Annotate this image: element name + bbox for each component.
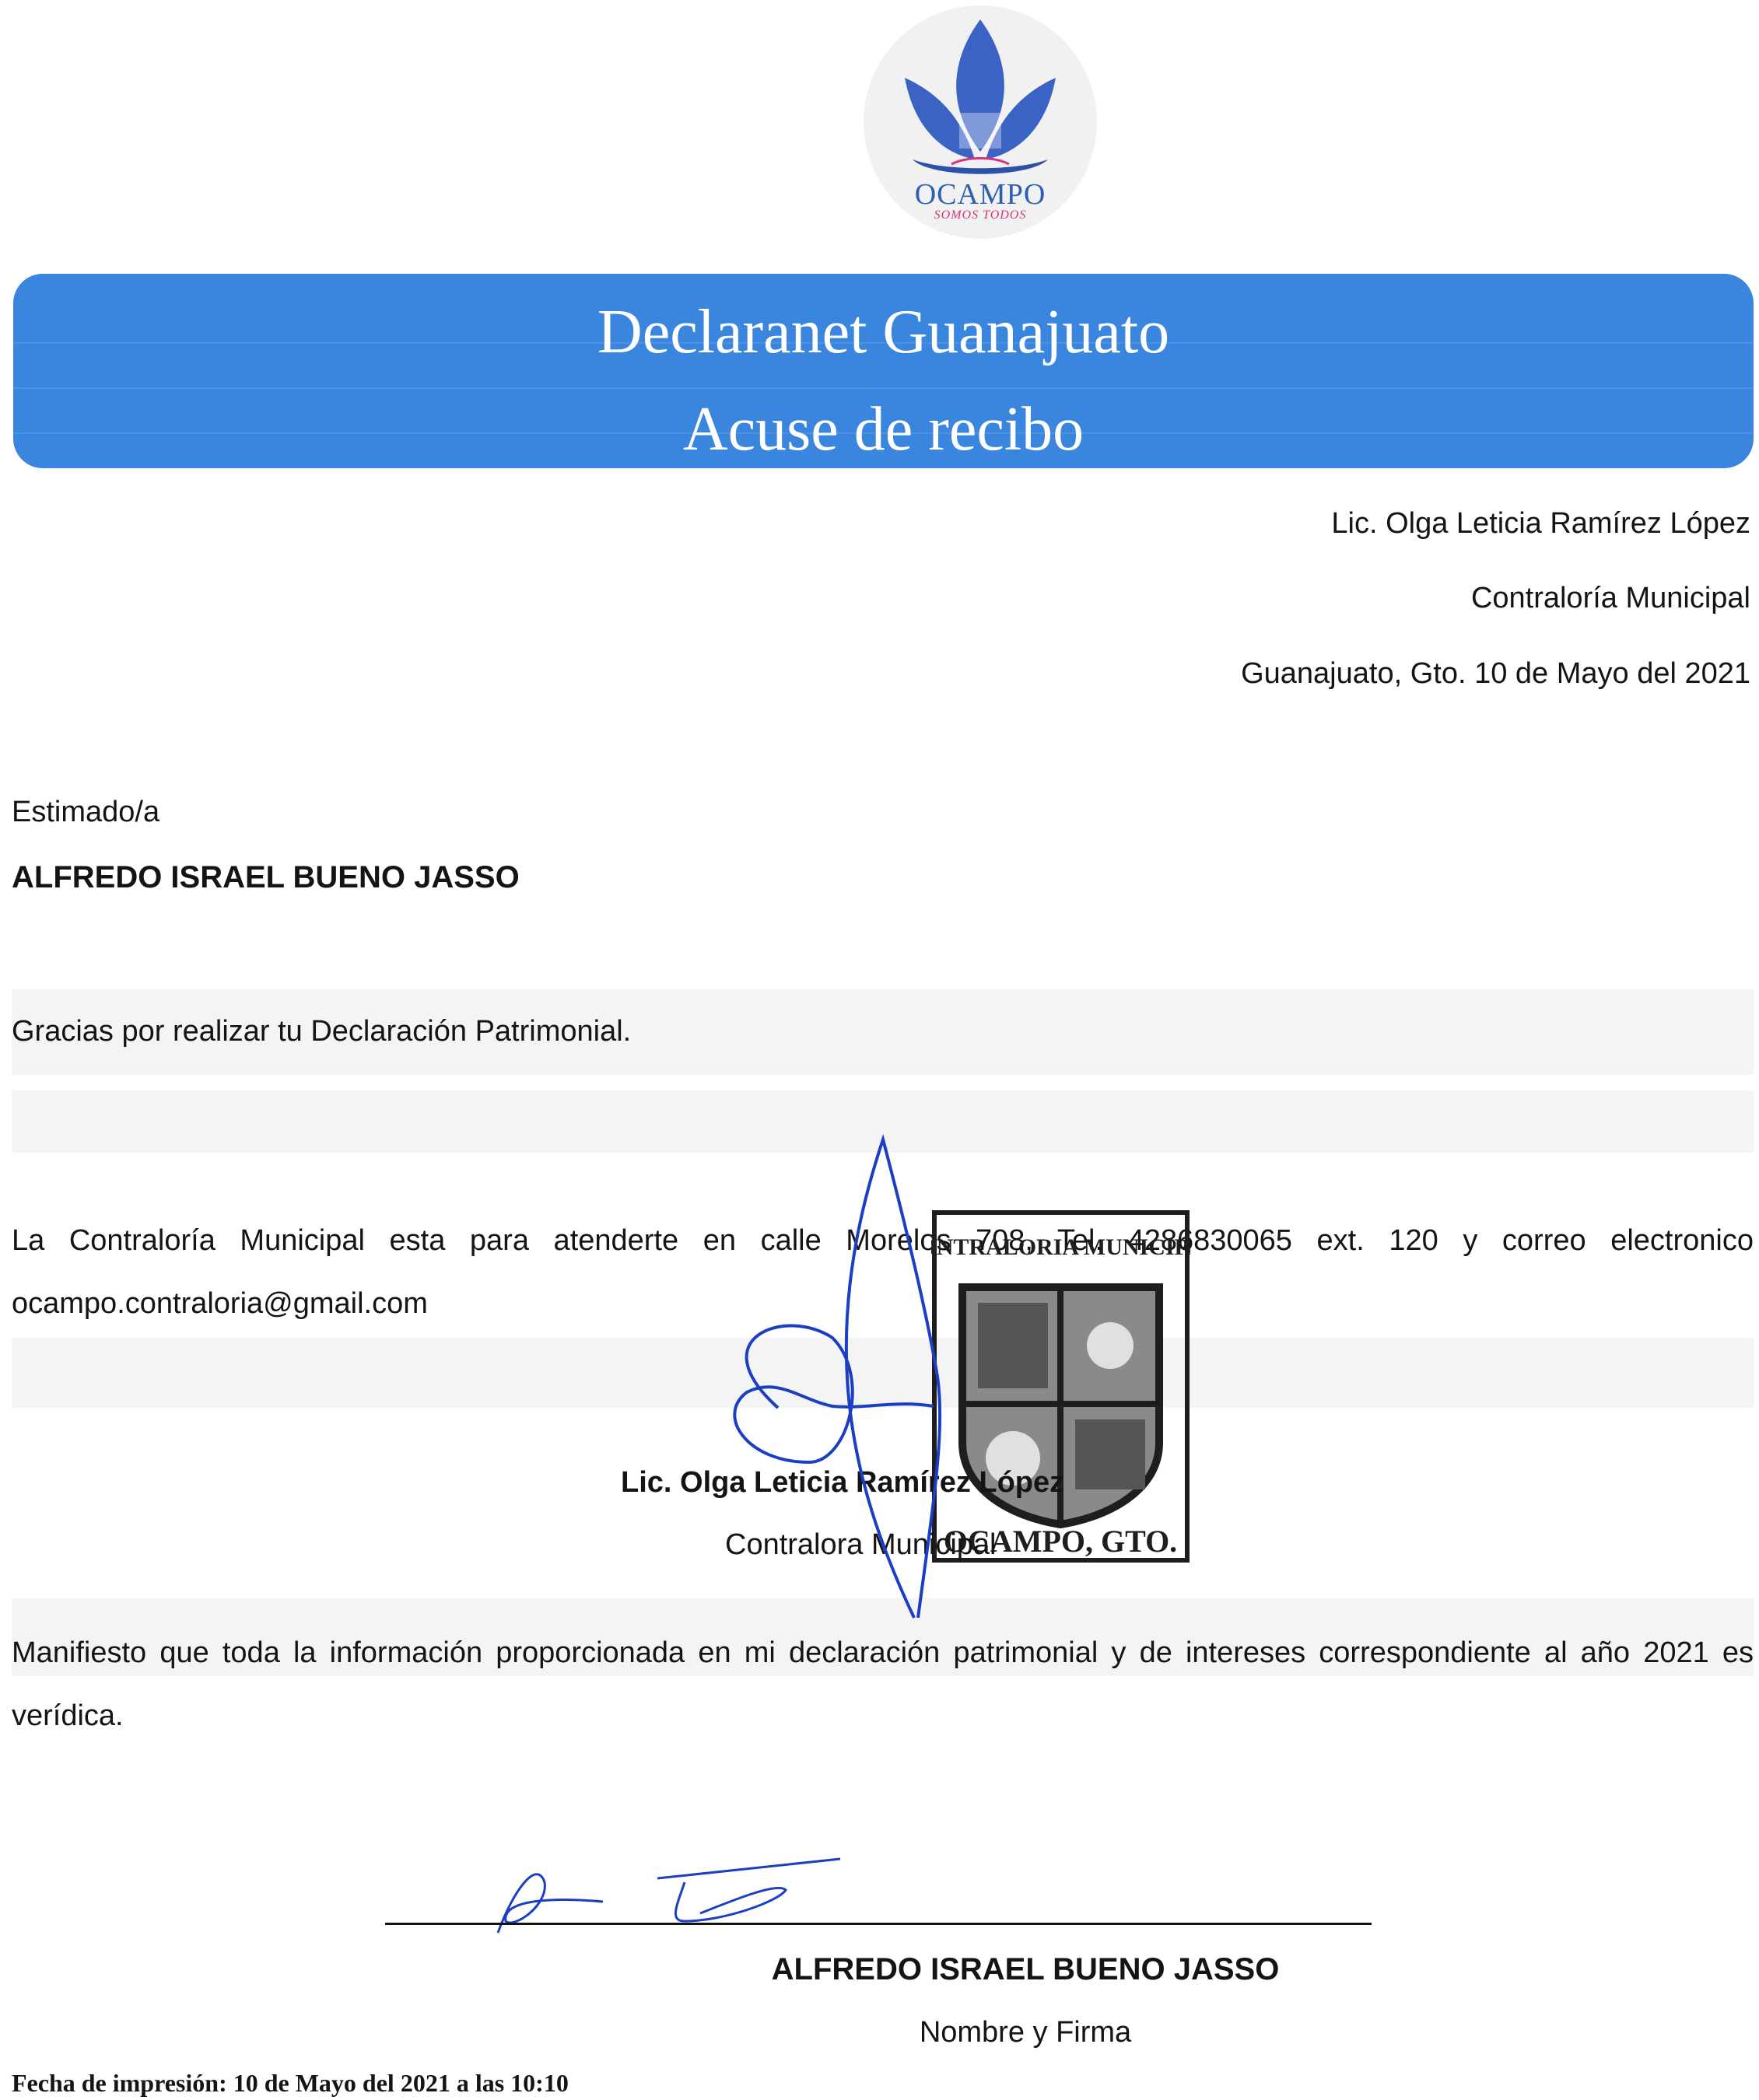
svg-text:CONTRALORIA MUNICIPAL: NTRALORIA MUNICIP: [936, 1234, 1187, 1260]
signature-line: [385, 1923, 1372, 1925]
official-signature-role: Contralora Municipal: [725, 1528, 997, 1561]
contact-paragraph: La Contraloría Municipal esta para atenderte en calle Morelos 708, Tel. 4286830065 ext. 120 y correo electronico ocampo.contraloria@gmail.com: [12, 1224, 1754, 1320]
banner-subtitle: Acuse de recibo: [682, 395, 1084, 464]
greeting: Estimado/a: [12, 796, 160, 828]
svg-text:OCAMPO, GTO.: OCAMPO, GTO.: [943, 1524, 1178, 1559]
logo-text: OCAMPO: [914, 178, 1046, 211]
header-place-date: Guanajuato, Gto. 10 de Mayo del 2021: [1241, 657, 1750, 690]
recipient-name: ALFREDO ISRAEL BUENO JASSO: [12, 860, 520, 894]
thanks-message: Gracias por realizar tu Declaración Patrimonial.: [12, 1015, 632, 1048]
official-signature-name: Lic. Olga Leticia Ramírez López: [621, 1466, 1065, 1499]
signer-caption: Nombre y Firma: [919, 2016, 1132, 2049]
banner-title: Declaranet Guanajuato: [597, 298, 1170, 366]
statement-paragraph: Manifiesto que toda la información proporcionada en mi declaración patrimonial y de intereses correspondiente al año 2021 es verídica.: [12, 1636, 1754, 1732]
header-official-name: Lic. Olga Leticia Ramírez López: [1331, 507, 1750, 540]
print-date: Fecha de impresión: 10 de Mayo del 2021 a las 10:10: [12, 2069, 569, 2097]
header-department: Contraloría Municipal: [1470, 582, 1750, 614]
signer-name: ALFREDO ISRAEL BUENO JASSO: [771, 1952, 1280, 1986]
logo-subtitle: SOMOS TODOS: [934, 208, 1027, 222]
